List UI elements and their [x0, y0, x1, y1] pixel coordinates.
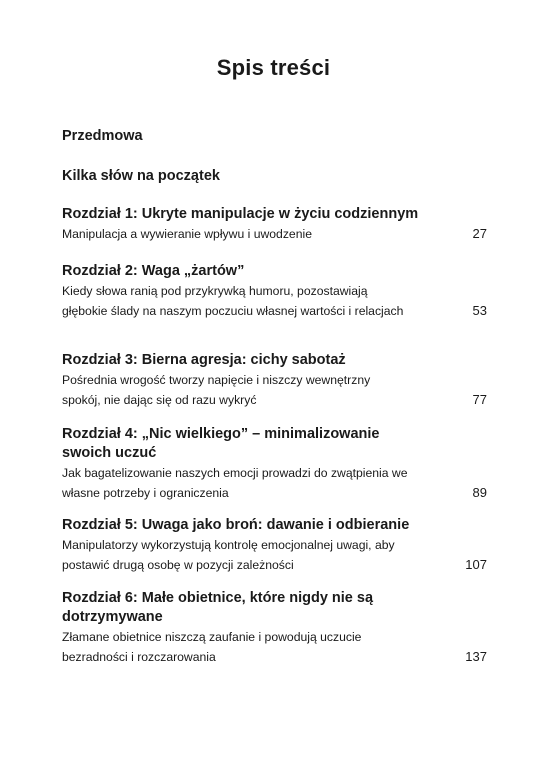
toc-entry-description: Jak bagatelizowanie naszych emocji prowadzi do zwątpienia we własne potrzeby i ograniczenia — [62, 466, 408, 500]
page-title: Spis treści — [216, 55, 331, 80]
toc-entry-chapter-1 — [62, 205, 487, 244]
toc-entry-heading: Rozdział 4: „Nic wielkiego” – minimalizowanie swoich uczuć — [62, 426, 380, 461]
toc-entry-description: Manipulacja a wywieranie wpływu i uwodzenie — [62, 227, 312, 241]
toc-entry-description: Manipulatorzy wykorzystują kontrolę emocjonalnej uwagi, aby postawić drugą osobę w pozycji zależności — [62, 538, 395, 572]
toc-entry-heading: Rozdział 6: Małe obietnice, które nigdy nie są dotrzymywane — [62, 590, 374, 625]
toc-entry-page-number: 107 — [465, 557, 487, 572]
toc-entry-heading: Przedmowa — [62, 128, 143, 144]
toc-entry-description: Złamane obietnice niszczą zaufanie i powodują uczucie bezradności i rozczarowania — [62, 630, 362, 664]
toc-entry-description: Kiedy słowa ranią pod przykrywką humoru, pozostawiają głębokie ślady na naszym poczuciu własnej wartości i relacjach — [62, 284, 404, 318]
toc-entry-heading: Rozdział 5: Uwaga jako broń: dawanie i odbieranie — [62, 517, 410, 533]
toc-entry-heading: Rozdział 2: Waga „żartów” — [62, 263, 245, 279]
toc-entry-preface — [62, 127, 487, 146]
toc-entry-chapter-4 — [62, 425, 487, 503]
toc-entry-heading: Kilka słów na początek — [62, 168, 220, 184]
toc-entry-page-number: 27 — [472, 226, 487, 241]
toc-entry-heading: Rozdział 1: Ukryte manipulacje w życiu codziennym — [62, 206, 419, 222]
toc-entry-heading: Rozdział 3: Bierna agresja: cichy sabotaż — [62, 352, 346, 368]
toc-entry-chapter-3 — [62, 351, 487, 410]
toc-entry-page-number: 89 — [472, 485, 487, 500]
toc-entry-description: Pośrednia wrogość tworzy napięcie i niszczy wewnętrzny spokój, nie dając się od razu wykryć — [62, 373, 371, 407]
toc-entry-chapter-6 — [62, 589, 487, 667]
toc-entry-chapter-5 — [62, 516, 487, 575]
toc-entry-intro — [62, 167, 487, 186]
toc-entry-page-number: 53 — [472, 303, 487, 318]
toc-entry-page-number: 77 — [472, 392, 487, 407]
toc-entry-page-number: 137 — [465, 649, 487, 664]
toc-entry-chapter-2 — [62, 262, 487, 321]
